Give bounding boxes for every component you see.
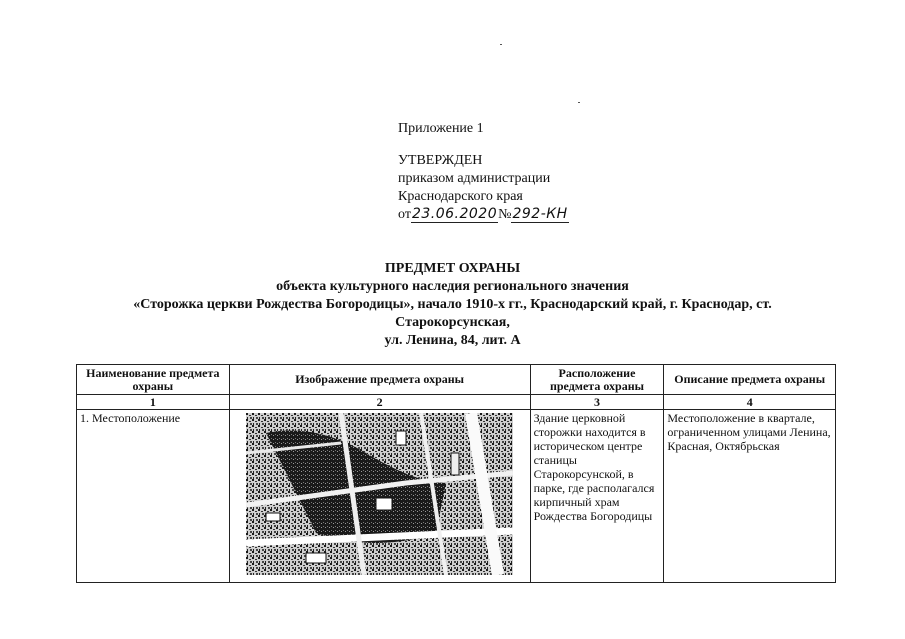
approved-label: УТВЕРЖДЕН [398,153,483,168]
row-image-cell [229,410,530,583]
number-prefix: № [498,207,512,222]
row-description: Местоположение в квартале, ограниченном улицами Ленина, Красная, Октябрьская [664,410,836,583]
table-header-row [77,365,836,395]
order-date-handwritten: 23.06.2020 [411,206,498,222]
column-number: 1 [77,395,230,410]
column-number: 4 [664,395,836,410]
row-name: 1. Местоположение [77,410,230,583]
title-heading: ПРЕДМЕТ ОХРАНЫ [384,261,521,276]
order-number-handwritten: 292-КН [512,206,568,222]
appendix-label: Приложение 1 [398,121,484,136]
document-title [0,260,905,350]
column-number: 3 [530,395,664,410]
order-date-line [398,206,569,224]
date-prefix: от [398,207,411,222]
title-line-2: «Сторожка церкви Рождества Богородицы», начало 1910-х гг., Краснодарский край, г. Краснодар, ст. [133,297,772,312]
table-row [77,410,836,583]
row-location: Здание церковной сторожки находится в историческом центре станицы Старокорсунской, в парке, где располагался кирпичный храм Рождества Богородицы [530,410,664,583]
column-number-row [77,395,836,410]
aerial-map-image [246,413,513,575]
title-line-1: объекта культурного наследия регионального значения [276,279,629,294]
title-line-4: ул. Ленина, 84, лит. А [384,333,521,348]
header-description: Описание предмета охраны [664,365,836,395]
column-number: 2 [229,395,530,410]
approval-block [398,120,569,224]
order-label: приказом администрации [398,171,551,186]
scan-speck [578,102,580,103]
protection-table [76,364,836,583]
scan-speck [500,44,502,45]
region-label: Краснодарского края [398,189,523,204]
header-name: Наименование предмета охраны [77,365,230,395]
header-location: Расположение предмета охраны [530,365,664,395]
header-image: Изображение предмета охраны [229,365,530,395]
title-line-3: Старокорсунская, [395,315,510,330]
